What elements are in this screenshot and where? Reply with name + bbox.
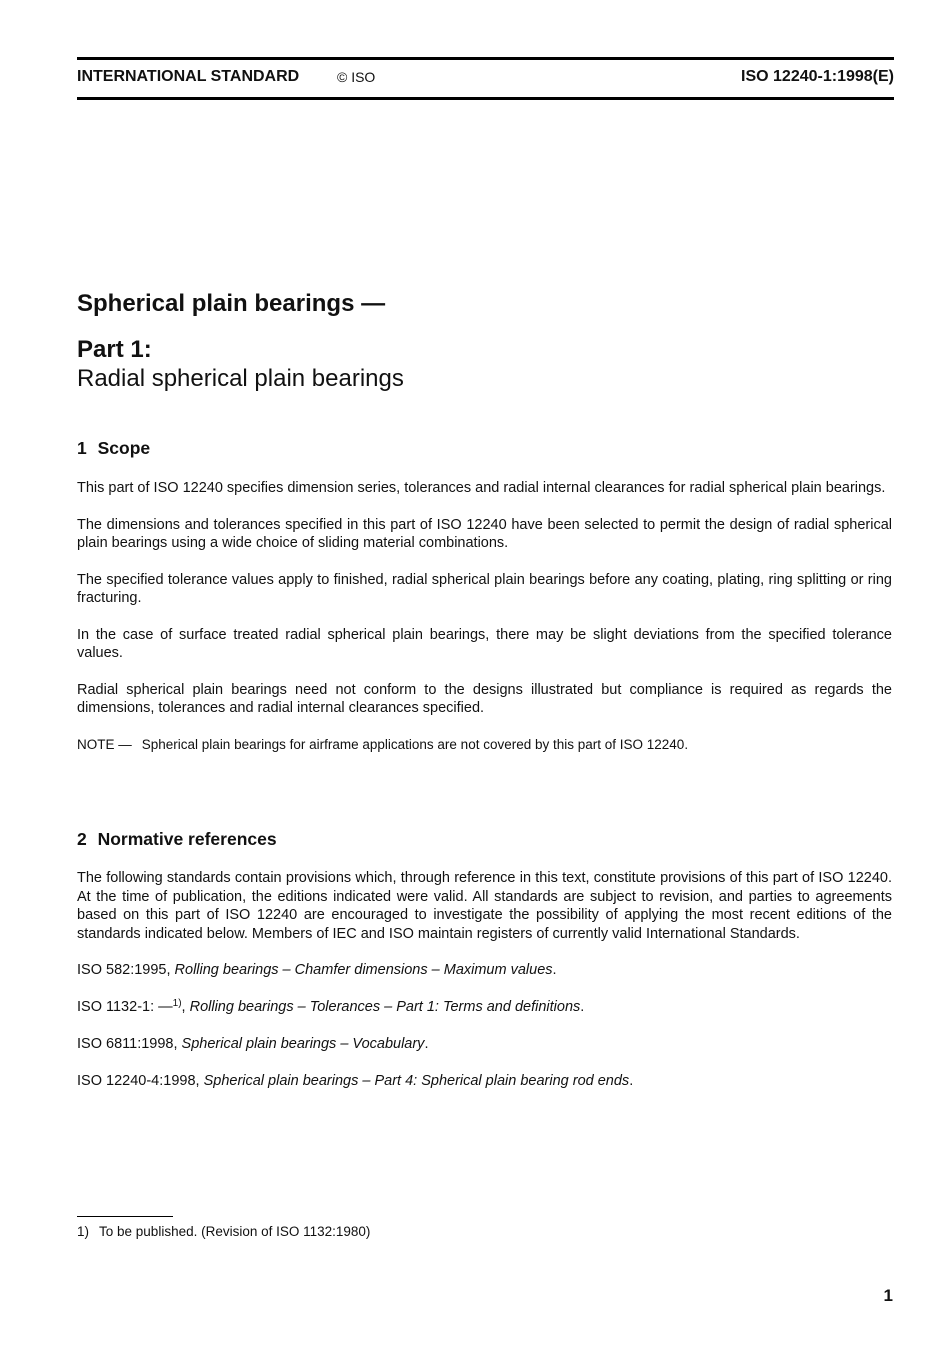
reference-id: ISO 1132-1: —: [77, 999, 173, 1015]
reference-item: [77, 1035, 892, 1054]
scope-paragraph: Radial spherical plain bearings need not conform to the designs illustrated but compliance is required as regards the dimensions, tolerances and radial internal clearances specified.: [77, 681, 892, 716]
footnote-mark: 1): [77, 1224, 90, 1239]
reference-item: ISO 1132-1: —$^{1)}$, Rolling bearings – Tolerances – Part 1: Terms and definitions.: [77, 998, 585, 1015]
reference-title: Spherical plain bearings – Vocabulary: [181, 1036, 425, 1052]
normative-references-section: [77, 869, 892, 1109]
footnote-separator: [77, 1216, 173, 1217]
page-number: 1: [883, 1286, 893, 1305]
scope-paragraph: The specified tolerance values apply to finished, radial spherical plain bearings before any coating, plating, ring splitting or ring fracturing.: [77, 571, 892, 606]
reference-title: Rolling bearings – Tolerances – Part 1: Terms and definitions: [189, 999, 581, 1015]
scope-paragraph: The dimensions and tolerances specified in this part of ISO 12240 have been selected to permit the design of radial spherical plain bearings using a wide choice of sliding material combinations.: [77, 516, 892, 551]
reference-title: Spherical plain bearings – Part 4: Spherical plain bearing rod ends: [203, 1073, 630, 1089]
reference-id: ISO 582:1995,: [77, 962, 171, 978]
normative-references-heading-text: Normative references: [97, 829, 277, 849]
part-title: Radial spherical plain bearings: [77, 365, 404, 392]
reference-end: .: [629, 1073, 634, 1089]
normative-references-number: 2: [77, 829, 87, 849]
header-document-id: ISO 12240-1:1998(E): [741, 68, 894, 85]
footnote-text: To be published. (Revision of ISO 1132:1980): [99, 1224, 371, 1239]
header-top-rule: [77, 57, 894, 60]
reference-item: [77, 1072, 892, 1091]
reference-item: [77, 961, 892, 980]
main-title: Spherical plain bearings —: [77, 290, 386, 317]
reference-end: .: [552, 962, 557, 978]
scope-heading: [77, 438, 150, 459]
scope-note: [77, 736, 892, 755]
header-bottom-rule: [77, 97, 894, 100]
scope-paragraph: This part of ISO 12240 specifies dimension series, tolerances and radial internal clearances for radial spherical plain bearings.: [77, 480, 886, 496]
scope-number: 1: [77, 438, 87, 458]
scope-paragraph: In the case of surface treated radial spherical plain bearings, there may be slight deviations from the specified tolerance values.: [77, 626, 892, 661]
normative-references-intro: The following standards contain provisions which, through reference in this text, constitute provisions of this part of ISO 12240. At the time of publication, the editions indicated were valid. All standards are subject to revision, and parties to agreements based on this part of ISO 12240 are encouraged to investigate the possibility of applying the most recent editions of the standards indicated below. Members of IEC and ISO maintain registers of currently valid International Standards.: [77, 870, 892, 942]
reference-end: .: [424, 1036, 429, 1052]
note-label: NOTE —: [77, 736, 132, 752]
reference-end: .: [580, 999, 585, 1015]
title-block: [77, 290, 894, 394]
reference-id: ISO 6811:1998,: [77, 1036, 178, 1052]
page-header: [77, 68, 894, 90]
scope-section: [77, 479, 892, 754]
footnote-marker: 1): [172, 998, 182, 1009]
footnote: [77, 1224, 370, 1239]
part-label: Part 1:: [77, 336, 152, 363]
reference-id: ISO 12240-4:1998,: [77, 1073, 200, 1089]
normative-references-heading: [77, 829, 277, 850]
header-copyright: © ISO: [337, 69, 376, 85]
header-standard-label: INTERNATIONAL STANDARD: [77, 68, 300, 85]
scope-heading-text: Scope: [97, 438, 151, 458]
note-text: Spherical plain bearings for airframe applications are not covered by this part of ISO 12240.: [141, 736, 689, 752]
reference-title: Rolling bearings – Chamfer dimensions – Maximum values: [174, 962, 553, 978]
